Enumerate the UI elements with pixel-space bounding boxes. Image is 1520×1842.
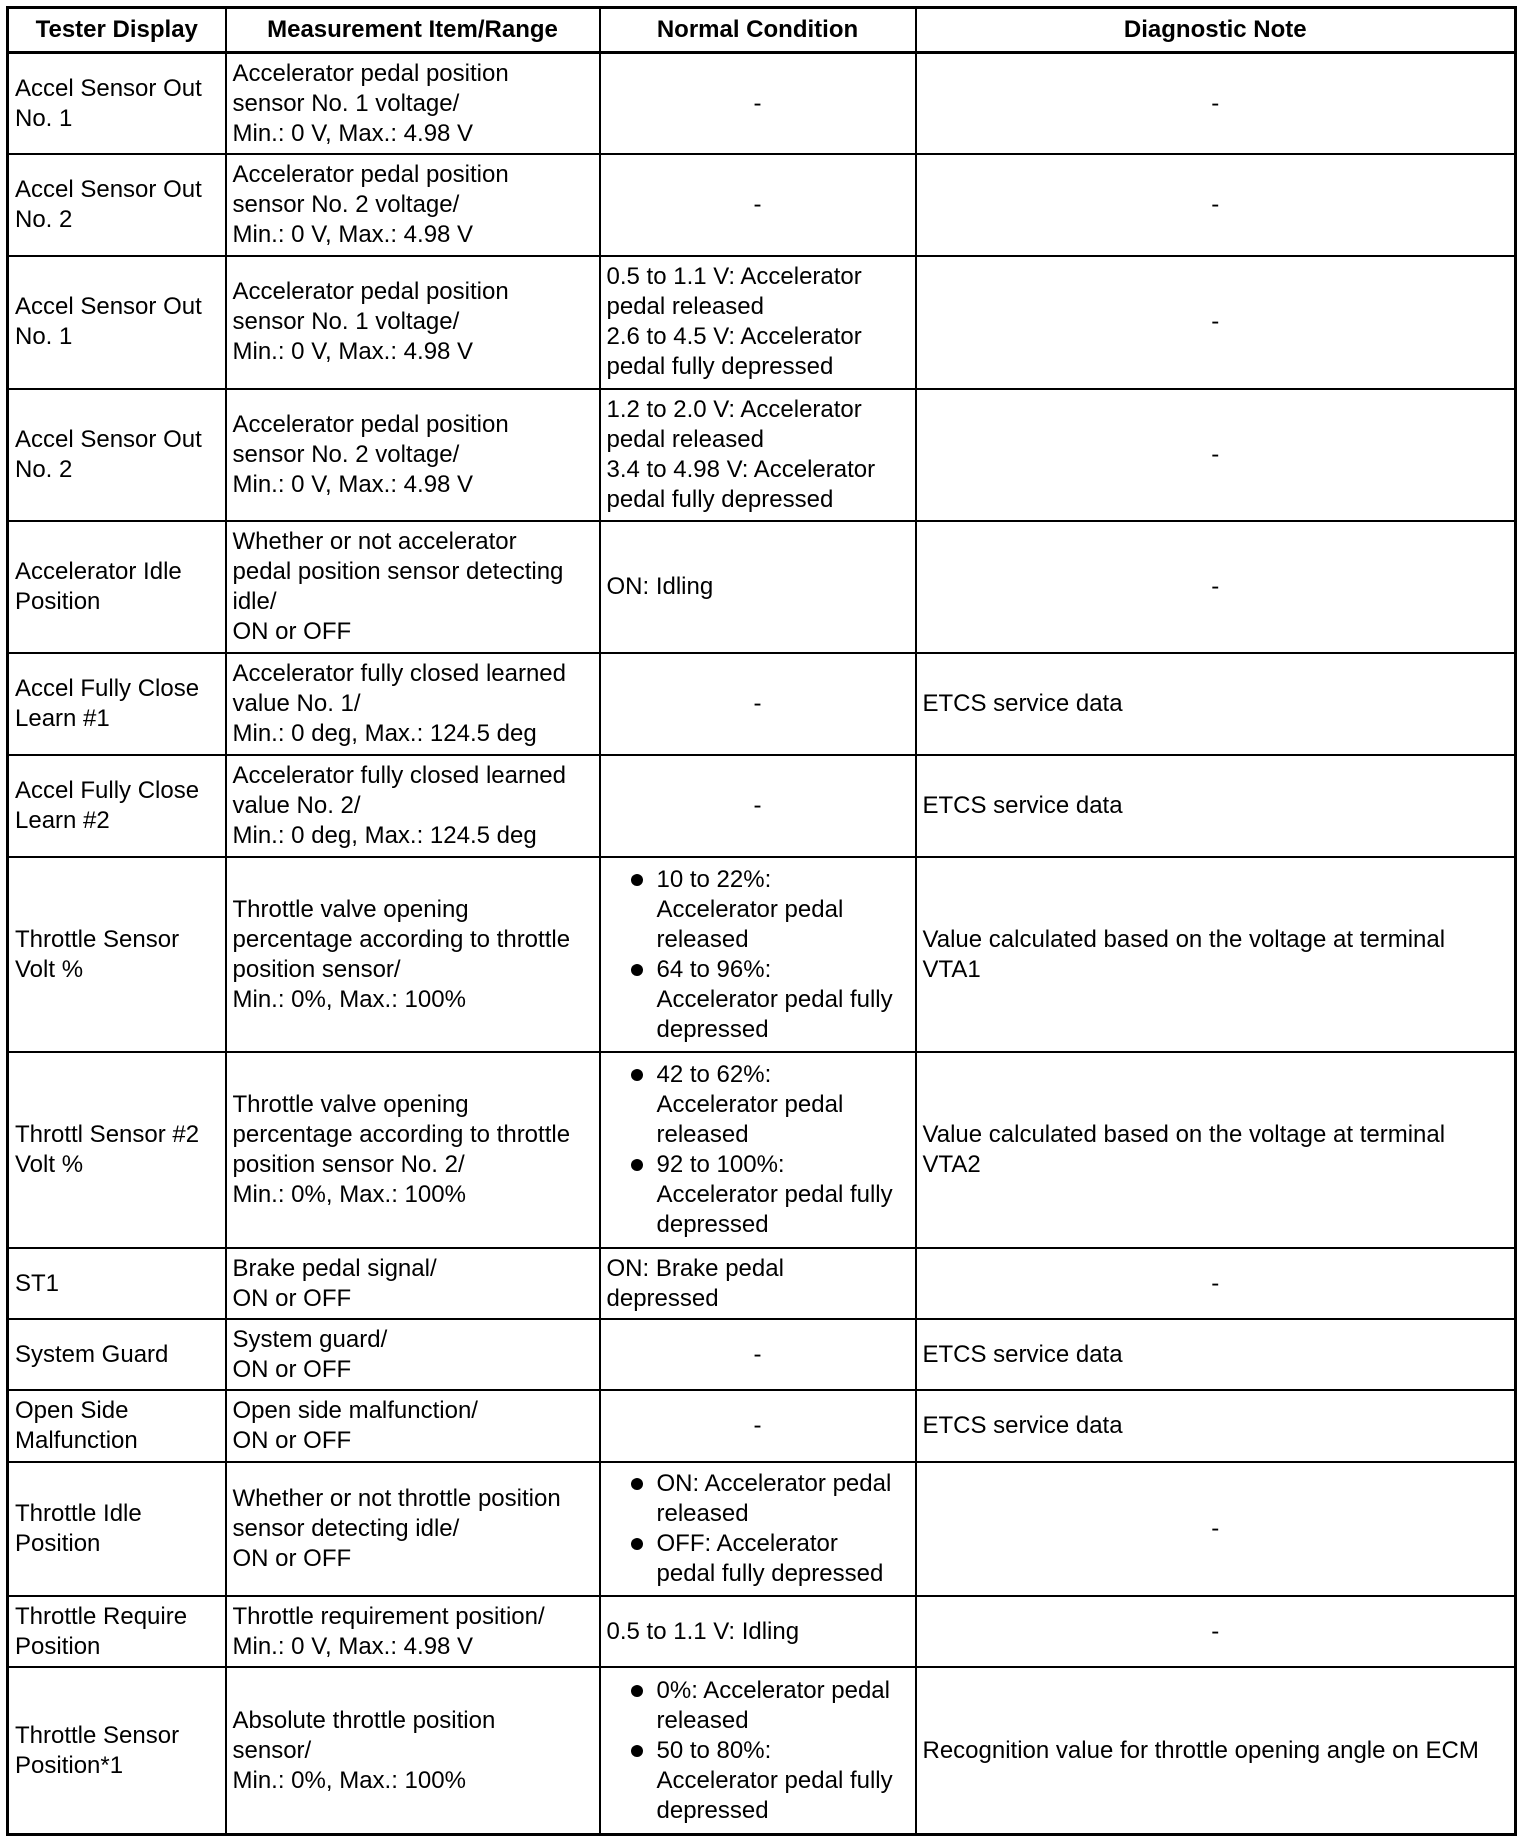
condition-bullet-list xyxy=(607,1060,909,1240)
diagnostic-note-cell: Recognition value for throttle opening angle on ECM xyxy=(916,1667,1516,1834)
cell-line: Position*1 xyxy=(15,1751,124,1779)
tester-display-cell xyxy=(8,256,226,388)
cell-line: Accel Sensor Out xyxy=(15,425,202,453)
tester-display-cell xyxy=(8,389,226,521)
condition-bullet-list xyxy=(607,1676,909,1826)
diagnostic-note-cell: - xyxy=(916,53,1516,155)
diagnostic-note-cell: ETCS service data xyxy=(916,755,1516,857)
cell-line: Accelerator pedal position xyxy=(232,410,509,438)
diagnostic-note-cell: ETCS service data xyxy=(916,653,1516,755)
cell-line: depressed xyxy=(606,1284,719,1312)
tester-display-cell xyxy=(8,1596,226,1667)
table-body xyxy=(8,53,1516,1835)
cell-line: Whether or not throttle position xyxy=(232,1484,561,1512)
cell-line: sensor No. 1 voltage/ xyxy=(232,308,460,336)
cell-line: ON or OFF xyxy=(232,1284,352,1312)
cell-line: Accelerator Idle xyxy=(15,558,182,586)
bullet-line: released xyxy=(656,1499,749,1527)
table-row xyxy=(8,1052,1516,1248)
tester-display-cell xyxy=(8,521,226,653)
diagnostic-note-cell: - xyxy=(916,256,1516,388)
diagnostic-note-cell xyxy=(916,857,1516,1053)
cell-line: Throttle requirement position/ xyxy=(232,1602,545,1630)
cell-line: Min.: 0 V, Max.: 4.98 V xyxy=(232,1632,474,1660)
normal-condition-cell xyxy=(600,1248,916,1319)
measurement-item-cell xyxy=(226,1052,600,1248)
cell-line: ST1 xyxy=(15,1269,60,1297)
cell-line: Throttle Idle xyxy=(15,1499,142,1527)
cell-line: Accelerator fully closed learned xyxy=(232,660,567,688)
bullet-line: released xyxy=(656,925,749,953)
cell-line: pedal released xyxy=(606,425,764,453)
measurement-item-cell xyxy=(226,1667,600,1834)
bullet-line: depressed xyxy=(656,1211,769,1239)
bullet-line: ON: Accelerator pedal xyxy=(656,1469,892,1497)
cell-line: Volt % xyxy=(15,1151,84,1179)
measurement-item-cell xyxy=(226,1462,600,1596)
tester-display-cell xyxy=(8,1052,226,1248)
cell-line: Min.: 0%, Max.: 100% xyxy=(232,985,466,1013)
cell-line: 2.6 to 4.5 V: Accelerator xyxy=(606,323,862,351)
condition-bullet-item xyxy=(621,955,909,1045)
tester-display-cell xyxy=(8,1462,226,1596)
condition-bullet-item xyxy=(621,1676,909,1736)
cell-line: Min.: 0 V, Max.: 4.98 V xyxy=(232,221,474,249)
cell-line: Accel Sensor Out xyxy=(15,74,202,102)
cell-line: Learn #2 xyxy=(15,807,110,835)
measurement-item-cell xyxy=(226,154,600,256)
cell-line: No. 2 xyxy=(15,455,73,483)
cell-line: Position xyxy=(15,1529,101,1557)
normal-condition-cell: - xyxy=(600,755,916,857)
bullet-line: OFF: Accelerator xyxy=(656,1529,838,1557)
bullet-line: 0%: Accelerator pedal xyxy=(656,1676,890,1704)
cell-line: sensor/ xyxy=(232,1736,312,1764)
cell-line: Min.: 0 V, Max.: 4.98 V xyxy=(232,338,474,366)
measurement-item-cell xyxy=(226,389,600,521)
cell-line: Min.: 0 deg, Max.: 124.5 deg xyxy=(232,720,537,748)
bullet-line: Accelerator pedal fully xyxy=(656,1766,893,1794)
bullet-line: 10 to 22%: xyxy=(656,865,772,893)
cell-line: No. 1 xyxy=(15,104,73,132)
normal-condition-cell xyxy=(600,256,916,388)
cell-line: Accel Fully Close xyxy=(15,675,200,703)
condition-bullet-item xyxy=(621,1060,909,1150)
cell-line: Malfunction xyxy=(15,1427,138,1455)
cell-line: percentage according to throttle xyxy=(232,1121,571,1149)
cell-line: Accelerator pedal position xyxy=(232,161,509,189)
table-row xyxy=(8,1319,1516,1390)
header-row xyxy=(8,8,1516,53)
tester-display-cell xyxy=(8,857,226,1053)
cell-line: Throttle Require xyxy=(15,1602,188,1630)
measurement-item-cell xyxy=(226,53,600,155)
bullet-line: Accelerator pedal xyxy=(656,1091,844,1119)
cell-line: Accelerator fully closed learned xyxy=(232,762,567,790)
tester-display-cell xyxy=(8,154,226,256)
cell-line: VTA2 xyxy=(922,1151,981,1179)
cell-line: Value calculated based on the voltage at terminal xyxy=(922,1121,1446,1149)
bullet-line: released xyxy=(656,1121,749,1149)
condition-bullet-item xyxy=(621,1736,909,1826)
table-row xyxy=(8,256,1516,388)
cell-line: pedal fully depressed xyxy=(606,353,834,381)
cell-line: Min.: 0 V, Max.: 4.98 V xyxy=(232,470,474,498)
cell-line: Throttle Sensor xyxy=(15,925,180,953)
cell-line: Accel Sensor Out xyxy=(15,176,202,204)
header-diagnostic-note: Diagnostic Note xyxy=(916,8,1516,53)
table-row xyxy=(8,1390,1516,1461)
diagnostic-note-cell xyxy=(916,1052,1516,1248)
measurement-item-cell xyxy=(226,1248,600,1319)
bullet-line: 42 to 62%: xyxy=(656,1061,772,1089)
cell-line: 1.2 to 2.0 V: Accelerator xyxy=(606,395,862,423)
tester-display-cell xyxy=(8,755,226,857)
table-row xyxy=(8,857,1516,1053)
cell-line: sensor No. 2 voltage/ xyxy=(232,440,460,468)
bullet-line: 64 to 96%: xyxy=(656,955,772,983)
normal-condition-cell: - xyxy=(600,1319,916,1390)
cell-line: sensor detecting idle/ xyxy=(232,1514,460,1542)
cell-line: pedal position sensor detecting xyxy=(232,558,564,586)
condition-bullet-item xyxy=(621,1150,909,1240)
cell-line: Value calculated based on the voltage at terminal xyxy=(922,925,1446,953)
tester-display-cell xyxy=(8,653,226,755)
normal-condition-cell: - xyxy=(600,154,916,256)
measurement-item-cell xyxy=(226,1319,600,1390)
cell-line: VTA1 xyxy=(922,955,981,983)
bullet-line: pedal fully depressed xyxy=(656,1559,884,1587)
table-row xyxy=(8,1596,1516,1667)
normal-condition-cell: - xyxy=(600,53,916,155)
diagnostic-note-cell: ETCS service data xyxy=(916,1319,1516,1390)
cell-line: ON or OFF xyxy=(232,1355,352,1383)
cell-line: ON: Brake pedal xyxy=(606,1254,784,1282)
normal-condition-cell xyxy=(600,857,916,1053)
cell-line: Whether or not accelerator xyxy=(232,528,517,556)
table-row xyxy=(8,1667,1516,1834)
table-row xyxy=(8,389,1516,521)
tester-display-cell xyxy=(8,1667,226,1834)
diagnostic-note-cell: - xyxy=(916,154,1516,256)
cell-line: Accel Fully Close xyxy=(15,777,200,805)
measurement-item-cell xyxy=(226,653,600,755)
cell-line: Position xyxy=(15,588,101,616)
cell-line: Throttl Sensor #2 xyxy=(15,1121,200,1149)
cell-line: 3.4 to 4.98 V: Accelerator xyxy=(606,455,876,483)
cell-line: position sensor/ xyxy=(232,955,401,983)
measurement-item-cell xyxy=(226,755,600,857)
bullet-line: Accelerator pedal fully xyxy=(656,985,893,1013)
tester-display-cell xyxy=(8,53,226,155)
cell-line: No. 2 xyxy=(15,206,73,234)
cell-line: System Guard xyxy=(15,1340,169,1368)
bullet-line: 50 to 80%: xyxy=(656,1736,772,1764)
cell-line: ON or OFF xyxy=(232,618,352,646)
header-measurement-item: Measurement Item/Range xyxy=(226,8,600,53)
cell-line: Min.: 0%, Max.: 100% xyxy=(232,1766,466,1794)
cell-line: Min.: 0 deg, Max.: 124.5 deg xyxy=(232,822,537,850)
cell-line: sensor No. 1 voltage/ xyxy=(232,89,460,117)
condition-bullet-item xyxy=(621,865,909,955)
condition-bullet-item xyxy=(621,1469,909,1529)
bullet-line: depressed xyxy=(656,1796,769,1824)
cell-line: value No. 1/ xyxy=(232,690,361,718)
cell-line: Throttle valve opening xyxy=(232,1091,469,1119)
cell-line: value No. 2/ xyxy=(232,792,361,820)
cell-line: Volt % xyxy=(15,955,84,983)
diagnostic-note-cell: - xyxy=(916,1462,1516,1596)
cell-line: Position xyxy=(15,1632,101,1660)
normal-condition-cell xyxy=(600,1052,916,1248)
normal-condition-cell xyxy=(600,1462,916,1596)
bullet-line: 92 to 100%: xyxy=(656,1151,785,1179)
table-row xyxy=(8,154,1516,256)
measurement-item-cell xyxy=(226,256,600,388)
cell-line: Accelerator pedal position xyxy=(232,59,509,87)
cell-line: position sensor No. 2/ xyxy=(232,1151,465,1179)
diagnostic-note-cell: ETCS service data xyxy=(916,1390,1516,1461)
table-row xyxy=(8,521,1516,653)
normal-condition-cell: - xyxy=(600,1390,916,1461)
measurement-item-cell xyxy=(226,521,600,653)
normal-condition-cell: ON: Idling xyxy=(600,521,916,653)
cell-line: Open side malfunction/ xyxy=(232,1397,478,1425)
measurement-item-cell xyxy=(226,1596,600,1667)
cell-line: 0.5 to 1.1 V: Accelerator xyxy=(606,263,862,291)
tester-display-cell xyxy=(8,1319,226,1390)
normal-condition-cell: 0.5 to 1.1 V: Idling xyxy=(600,1596,916,1667)
diagnostic-note-cell: - xyxy=(916,1248,1516,1319)
cell-line: Accelerator pedal position xyxy=(232,278,509,306)
cell-line: Learn #1 xyxy=(15,705,110,733)
tester-display-cell xyxy=(8,1390,226,1461)
measurement-item-cell xyxy=(226,1390,600,1461)
cell-line: pedal fully depressed xyxy=(606,485,834,513)
header-tester-display: Tester Display xyxy=(8,8,226,53)
cell-line: Min.: 0 V, Max.: 4.98 V xyxy=(232,119,474,147)
normal-condition-cell: - xyxy=(600,653,916,755)
cell-line: System guard/ xyxy=(232,1325,388,1353)
cell-line: percentage according to throttle xyxy=(232,925,571,953)
table-row xyxy=(8,1248,1516,1319)
condition-bullet-item xyxy=(621,1529,909,1589)
data-list-table xyxy=(6,6,1517,1836)
condition-bullet-list xyxy=(607,1469,909,1589)
tester-display-cell xyxy=(8,1248,226,1319)
header-normal-condition: Normal Condition xyxy=(600,8,916,53)
bullet-line: Accelerator pedal fully xyxy=(656,1181,893,1209)
diagnostic-note-cell: - xyxy=(916,521,1516,653)
normal-condition-cell xyxy=(600,1667,916,1834)
table-row xyxy=(8,755,1516,857)
bullet-line: released xyxy=(656,1706,749,1734)
cell-line: No. 1 xyxy=(15,323,73,351)
diagnostic-note-cell: - xyxy=(916,389,1516,521)
condition-bullet-list xyxy=(607,865,909,1045)
measurement-item-cell xyxy=(226,857,600,1053)
diagnostic-note-cell: - xyxy=(916,1596,1516,1667)
cell-line: Throttle Sensor xyxy=(15,1721,180,1749)
cell-line: idle/ xyxy=(232,588,277,616)
cell-line: Min.: 0%, Max.: 100% xyxy=(232,1181,466,1209)
cell-line: Open Side xyxy=(15,1397,129,1425)
cell-line: Accel Sensor Out xyxy=(15,293,202,321)
bullet-line: Accelerator pedal xyxy=(656,895,844,923)
table-row xyxy=(8,653,1516,755)
cell-line: ON or OFF xyxy=(232,1544,352,1572)
normal-condition-cell xyxy=(600,389,916,521)
cell-line: sensor No. 2 voltage/ xyxy=(232,191,460,219)
cell-line: pedal released xyxy=(606,293,764,321)
cell-line: Brake pedal signal/ xyxy=(232,1254,437,1282)
cell-line: Absolute throttle position xyxy=(232,1706,496,1734)
cell-line: ON or OFF xyxy=(232,1427,352,1455)
table-row xyxy=(8,53,1516,155)
bullet-line: depressed xyxy=(656,1015,769,1043)
table-row xyxy=(8,1462,1516,1596)
cell-line: Throttle valve opening xyxy=(232,895,469,923)
